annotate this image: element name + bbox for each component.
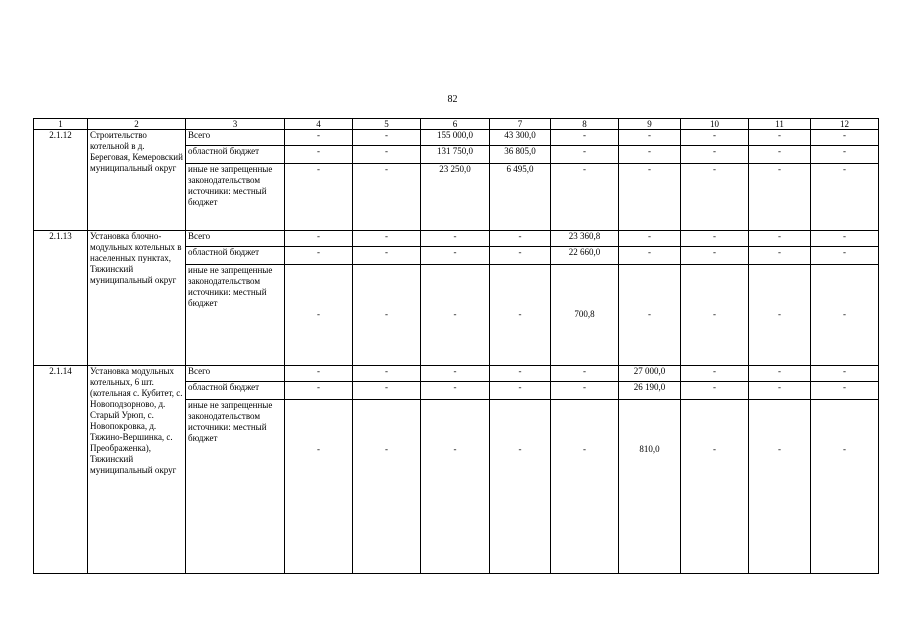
value-cell: - (551, 130, 619, 146)
value-cell: - (490, 382, 551, 400)
value-cell: - (681, 265, 749, 366)
funding-source: областной бюджет (186, 146, 285, 164)
value-cell: - (285, 265, 353, 366)
value-cell: - (749, 231, 811, 247)
row-name: Строительство котельной в д. Береговая, Кемеровский муниципальный округ (88, 130, 186, 231)
value-cell: - (285, 164, 353, 231)
funding-source: Всего (186, 366, 285, 382)
value-cell: - (353, 164, 421, 231)
value-cell: 6 495,0 (490, 164, 551, 231)
value-cell: - (285, 382, 353, 400)
value-cell: 23 250,0 (421, 164, 490, 231)
value-cell: 36 805,0 (490, 146, 551, 164)
column-header-5: 5 (353, 119, 421, 130)
value-cell: 43 300,0 (490, 130, 551, 146)
value-cell: - (619, 164, 681, 231)
value-cell: - (353, 130, 421, 146)
funding-source: областной бюджет (186, 382, 285, 400)
funding-source: областной бюджет (186, 247, 285, 265)
value-cell: - (421, 366, 490, 382)
value-cell: - (551, 164, 619, 231)
column-header-9: 9 (619, 119, 681, 130)
value-cell: - (551, 366, 619, 382)
value-cell: 155 000,0 (421, 130, 490, 146)
value-cell: 27 000,0 (619, 366, 681, 382)
value-cell: - (619, 265, 681, 366)
budget-table (33, 118, 879, 574)
value-cell: - (551, 400, 619, 574)
value-cell: - (749, 366, 811, 382)
column-header-8: 8 (551, 119, 619, 130)
value-cell: - (811, 247, 879, 265)
value-cell: - (285, 231, 353, 247)
value-cell: 700,8 (551, 265, 619, 366)
value-cell: - (619, 231, 681, 247)
column-header-4: 4 (285, 119, 353, 130)
column-header-10: 10 (681, 119, 749, 130)
value-cell: - (421, 247, 490, 265)
value-cell: - (421, 400, 490, 574)
column-header-2: 2 (88, 119, 186, 130)
value-cell: - (490, 366, 551, 382)
column-header-11: 11 (749, 119, 811, 130)
value-cell: - (749, 247, 811, 265)
funding-source: иные не запрещенные законодательством источники: местный бюджет (186, 164, 285, 231)
value-cell: - (811, 231, 879, 247)
value-cell: - (681, 146, 749, 164)
value-cell: - (285, 400, 353, 574)
column-header-7: 7 (490, 119, 551, 130)
value-cell: - (811, 146, 879, 164)
value-cell: - (421, 382, 490, 400)
funding-source: иные не запрещенные законодательством источники: местный бюджет (186, 265, 285, 366)
value-cell: 23 360,8 (551, 231, 619, 247)
value-cell: - (811, 265, 879, 366)
value-cell: - (490, 247, 551, 265)
table-row (34, 130, 879, 146)
value-cell: - (811, 366, 879, 382)
value-cell: - (811, 382, 879, 400)
value-cell: - (353, 400, 421, 574)
value-cell: - (749, 146, 811, 164)
value-cell: - (619, 130, 681, 146)
column-header-6: 6 (421, 119, 490, 130)
value-cell: - (285, 130, 353, 146)
value-cell: - (353, 265, 421, 366)
column-header-row (34, 119, 879, 130)
value-cell: - (353, 366, 421, 382)
page-number: 82 (447, 94, 458, 105)
value-cell: - (353, 231, 421, 247)
table-row (34, 366, 879, 382)
value-cell: - (285, 247, 353, 265)
value-cell: - (749, 130, 811, 146)
funding-source: иные не запрещенные законодательством источники: местный бюджет (186, 400, 285, 574)
value-cell: - (681, 400, 749, 574)
value-cell: - (551, 382, 619, 400)
value-cell: - (285, 366, 353, 382)
funding-source: Всего (186, 231, 285, 247)
column-header-12: 12 (811, 119, 879, 130)
value-cell: - (490, 265, 551, 366)
value-cell: - (681, 382, 749, 400)
value-cell: - (749, 164, 811, 231)
value-cell: - (811, 164, 879, 231)
row-code: 2.1.13 (34, 231, 88, 366)
value-cell: 810,0 (619, 400, 681, 574)
row-code: 2.1.12 (34, 130, 88, 231)
value-cell: - (811, 400, 879, 574)
value-cell: - (353, 382, 421, 400)
value-cell: - (681, 130, 749, 146)
value-cell: 131 750,0 (421, 146, 490, 164)
value-cell: - (619, 247, 681, 265)
value-cell: - (619, 146, 681, 164)
value-cell: - (285, 146, 353, 164)
value-cell: - (490, 231, 551, 247)
row-name: Установка блочно-модульных котельных в населенных пунктах, Тяжинский муниципальный округ (88, 231, 186, 366)
value-cell: - (749, 382, 811, 400)
value-cell: - (811, 130, 879, 146)
value-cell: 22 660,0 (551, 247, 619, 265)
value-cell: - (681, 366, 749, 382)
funding-source: Всего (186, 130, 285, 146)
value-cell: - (353, 146, 421, 164)
value-cell: - (490, 400, 551, 574)
row-name: Установка модульных котельных, 6 шт. (котельная с. Кубитет, с. Новоподзорново, д. Старый Урюп, с. Новопокровка, д. Тяжино-Вершинка, с. Преображенка), Тяжинский муниципальный округ (88, 366, 186, 574)
value-cell: - (681, 164, 749, 231)
table-row (34, 231, 879, 247)
column-header-1: 1 (34, 119, 88, 130)
value-cell: 26 190,0 (619, 382, 681, 400)
column-header-3: 3 (186, 119, 285, 130)
value-cell: - (749, 265, 811, 366)
value-cell: - (421, 231, 490, 247)
value-cell: - (681, 231, 749, 247)
row-code: 2.1.14 (34, 366, 88, 574)
value-cell: - (749, 400, 811, 574)
value-cell: - (551, 146, 619, 164)
value-cell: - (421, 265, 490, 366)
value-cell: - (681, 247, 749, 265)
value-cell: - (353, 247, 421, 265)
